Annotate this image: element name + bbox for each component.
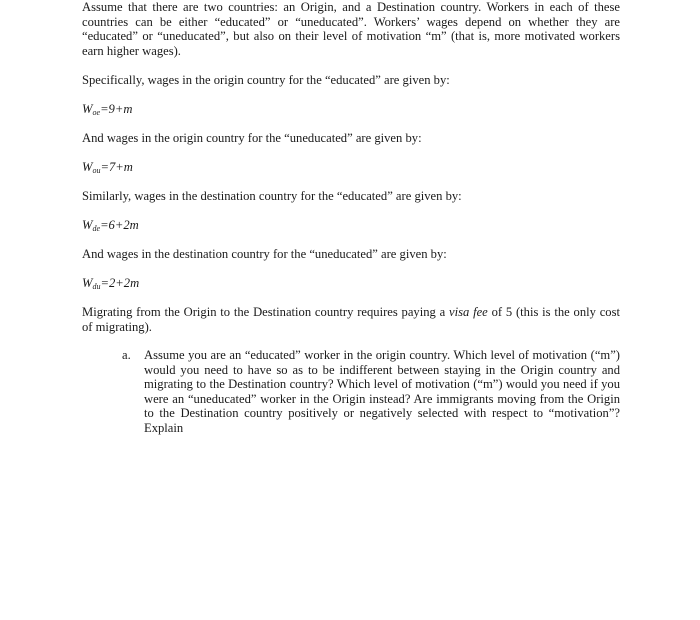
equation-subscript: oe (92, 108, 101, 117)
intro-paragraph: Assume that there are two countries: an Origin, and a Destination country. Workers in each of these countries can be either “educated” or “uneducated”. Workers’ wages depend on whether they are “educated” or “uneducated”, but also on their level of motivation “m” (that is, more motivated workers earn higher wages). (82, 0, 620, 58)
equation-rhs: =6+2m (100, 218, 139, 232)
migration-cost-paragraph (82, 305, 620, 334)
question-a-text: Assume you are an “educated” worker in the origin country. Which level of motivation (“m”) would you need to have so as to be indifferent between staying in the Origin country and migrating to the Destination country? Which level of motivation (“m”) would you need if you were an “uneducated” worker in the Origin instead? Are immigrants moving from the Origin to the Destination country positively or negatively selected with respect to “motivation”? Explain (144, 348, 620, 435)
equation-subscript: ou (92, 166, 101, 175)
equation-rhs: =7+m (100, 160, 133, 174)
question-a (122, 348, 620, 436)
equation-symbol: W (82, 102, 93, 116)
question-a-marker: a. (122, 348, 131, 362)
destination-uneducated-wage-equation (82, 276, 139, 291)
destination-educated-paragraph: Similarly, wages in the destination country for the “educated” are given by: (82, 189, 462, 203)
origin-educated-wage-equation (82, 102, 132, 117)
equation-rhs: =9+m (100, 102, 133, 116)
origin-uneducated-paragraph: And wages in the origin country for the “uneducated” are given by: (82, 131, 422, 145)
migration-text-before: Migrating from the Origin to the Destination country requires paying a (82, 305, 450, 319)
equation-symbol: W (82, 218, 93, 232)
equation-subscript: du (92, 282, 101, 291)
visa-fee-emphasis: visa fee (449, 305, 488, 319)
origin-uneducated-wage-equation (82, 160, 133, 175)
equation-subscript: de (92, 224, 101, 233)
equation-symbol: W (82, 276, 93, 290)
destination-uneducated-paragraph: And wages in the destination country for the “uneducated” are given by: (82, 247, 447, 261)
migration-text-after: of 5 (this is the only cost of migrating). (82, 305, 620, 334)
equation-symbol: W (82, 160, 93, 174)
destination-educated-wage-equation (82, 218, 139, 233)
equation-rhs: =2+2m (100, 276, 140, 290)
origin-educated-paragraph: Specifically, wages in the origin country for the “educated” are given by: (82, 73, 450, 87)
